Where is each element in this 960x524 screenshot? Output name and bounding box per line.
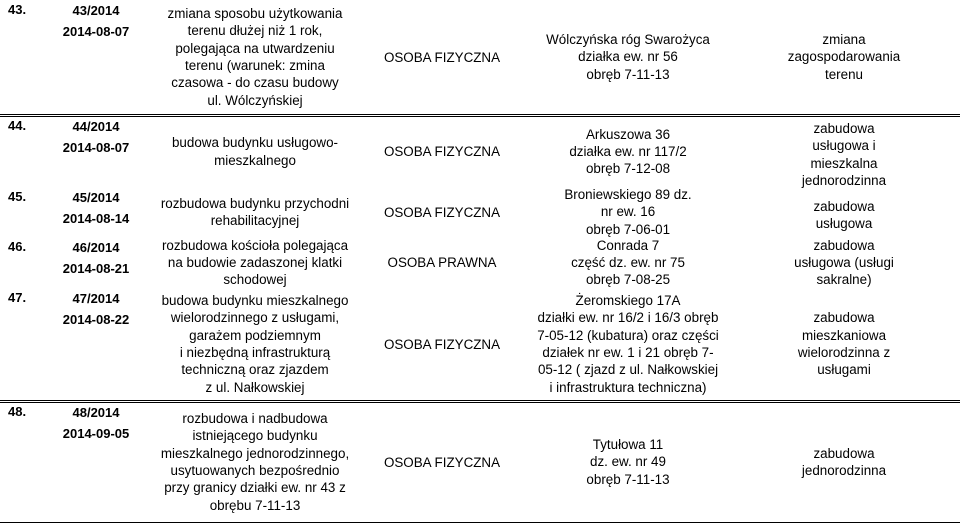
row-divider bbox=[0, 114, 960, 115]
location-cell bbox=[526, 116, 730, 187]
use-line: zabudowa bbox=[813, 310, 875, 326]
description-line: garażem podziemnym bbox=[189, 327, 321, 343]
location-line: część dz. ew. nr 75 bbox=[571, 254, 685, 270]
table-row bbox=[0, 402, 960, 522]
location-line: obręb 7-12-08 bbox=[585, 161, 671, 177]
description-line: rehabilitacyjnej bbox=[210, 213, 300, 228]
location-line: Wólczyńska róg Swarożyca bbox=[546, 32, 710, 48]
location-cell bbox=[526, 237, 730, 288]
investor-type: OSOBA FIZYCZNA bbox=[383, 49, 501, 65]
location-line: nr ew. 16 bbox=[600, 204, 656, 220]
description-cell bbox=[150, 288, 360, 400]
location-line: obręb 7-08-25 bbox=[585, 272, 671, 288]
description-line: budowa budynku mieszkalnego bbox=[161, 293, 349, 309]
decision-number: 47/2014 bbox=[72, 291, 120, 306]
decision-id-cell bbox=[44, 0, 148, 114]
description-line: czasowa - do czasu budowy bbox=[171, 75, 339, 91]
table-row bbox=[0, 288, 960, 400]
use-line: jednorodzinna bbox=[801, 172, 887, 188]
description-line: istniejącego budynku bbox=[192, 428, 318, 444]
description-cell bbox=[150, 187, 360, 237]
location-line: obręb 7-11-13 bbox=[586, 66, 670, 82]
location-line: 7-05-12 (kubatura) oraz części bbox=[537, 327, 719, 343]
use-cell bbox=[734, 402, 954, 522]
investor-cell bbox=[362, 0, 522, 114]
decision-date: 2014-08-21 bbox=[62, 261, 130, 276]
location-cell bbox=[526, 402, 730, 522]
use-line: jednorodzinna bbox=[801, 463, 887, 478]
row-number: 45. bbox=[8, 189, 27, 204]
location-line: obręb 7-06-01 bbox=[585, 221, 671, 237]
description-line: schodowej bbox=[223, 272, 287, 288]
description-line: przy granicy działki ew. nr 43 z bbox=[164, 480, 346, 496]
use-line: sakralne) bbox=[816, 272, 872, 288]
decision-date: 2014-08-07 bbox=[62, 140, 130, 155]
location-cell bbox=[526, 0, 730, 114]
description-line: terenu dłużej niż 1 rok, bbox=[187, 23, 323, 39]
row-number: 47. bbox=[8, 290, 27, 305]
location-line: obręb 7-11-13 bbox=[586, 471, 670, 487]
location-line: 05-12 ( zjazd z ul. Nałkowskiej bbox=[537, 362, 719, 378]
decision-number: 45/2014 bbox=[72, 190, 120, 205]
decision-id-cell bbox=[44, 402, 148, 522]
use-cell bbox=[734, 288, 954, 400]
location-line: dz. ew. nr 49 bbox=[590, 454, 666, 470]
description-line: rozbudowa budynku przychodni bbox=[160, 195, 350, 211]
row-divider bbox=[0, 402, 960, 403]
use-line: zabudowa bbox=[813, 120, 875, 136]
location-line: działka ew. nr 56 bbox=[578, 49, 678, 65]
description-line: rozbudowa kościoła polegająca bbox=[161, 237, 349, 253]
description-line: techniczną oraz zjazdem bbox=[181, 362, 329, 378]
description-line: z ul. Nałkowskiej bbox=[205, 379, 305, 395]
investor-cell bbox=[362, 187, 522, 237]
investor-type: OSOBA FIZYCZNA bbox=[383, 336, 501, 352]
decision-date: 2014-08-07 bbox=[62, 24, 130, 39]
decision-id-cell bbox=[44, 187, 148, 237]
use-line: mieszkaniowa bbox=[801, 327, 887, 343]
description-cell bbox=[150, 237, 360, 288]
decision-id-cell bbox=[44, 116, 148, 187]
investor-cell bbox=[362, 402, 522, 522]
use-line: usługami bbox=[817, 362, 871, 378]
investor-cell bbox=[362, 237, 522, 288]
decision-date: 2014-08-22 bbox=[62, 312, 130, 327]
location-cell bbox=[526, 288, 730, 400]
description-line: na budowie zadaszonej klatki bbox=[167, 254, 343, 270]
location-line: Tytułowa 11 bbox=[592, 437, 664, 453]
location-line: i infrastruktura techniczna) bbox=[549, 379, 707, 395]
description-cell bbox=[150, 116, 360, 187]
row-number: 43. bbox=[8, 2, 27, 17]
location-line: działek nr ew. 1 i 21 obręb 7- bbox=[542, 345, 714, 360]
use-line: zabudowa bbox=[813, 237, 875, 253]
description-line: budowa budynku usługowo- bbox=[171, 135, 338, 151]
location-line: działki ew. nr 16/2 i 16/3 obręb bbox=[537, 310, 719, 326]
description-cell bbox=[150, 402, 360, 522]
table-row bbox=[0, 0, 960, 114]
decision-number: 43/2014 bbox=[72, 3, 120, 18]
row-divider bbox=[0, 116, 960, 117]
description-line: ul. Wólczyńskiej bbox=[207, 92, 303, 108]
use-cell bbox=[734, 0, 954, 114]
decision-number: 48/2014 bbox=[72, 405, 120, 420]
description-line: rozbudowa i nadbudowa bbox=[182, 411, 328, 427]
table-row bbox=[0, 187, 960, 237]
decision-id-cell bbox=[44, 237, 148, 288]
decision-number: 46/2014 bbox=[72, 240, 120, 255]
use-line: usługowa i bbox=[812, 138, 876, 154]
investor-type: OSOBA PRAWNA bbox=[387, 255, 497, 270]
location-line: Arkuszowa 36 bbox=[585, 126, 671, 142]
use-line: wielorodzinna z bbox=[797, 345, 891, 360]
decision-date: 2014-08-14 bbox=[62, 211, 130, 226]
use-cell bbox=[734, 193, 954, 237]
decision-number: 44/2014 bbox=[72, 119, 120, 134]
description-line: mieszkalnego bbox=[214, 152, 296, 168]
description-line: terenu (warunek: zmina bbox=[185, 58, 325, 73]
investor-cell bbox=[362, 288, 522, 400]
use-line: usługowa bbox=[815, 216, 873, 231]
description-line: i niezbędną infrastrukturą bbox=[179, 345, 331, 360]
investor-type: OSOBA FIZYCZNA bbox=[383, 204, 501, 220]
decision-id-cell bbox=[44, 288, 148, 400]
row-divider bbox=[0, 522, 960, 523]
decision-date: 2014-09-05 bbox=[62, 426, 130, 441]
use-line: usługowa (usługi bbox=[794, 254, 894, 270]
use-line: zabudowa bbox=[813, 198, 875, 214]
row-number: 48. bbox=[8, 404, 27, 419]
use-cell bbox=[734, 237, 954, 288]
description-line: mieszkalnego jednorodzinnego, bbox=[160, 445, 350, 461]
description-line: wielorodzinnego z usługami, bbox=[170, 310, 340, 326]
description-line: polegająca na utwardzeniu bbox=[175, 40, 335, 56]
row-divider bbox=[0, 400, 960, 401]
location-cell bbox=[526, 187, 730, 237]
use-line: terenu bbox=[825, 66, 863, 82]
location-line: Conrada 7 bbox=[596, 237, 660, 253]
table-row bbox=[0, 237, 960, 288]
investor-type: OSOBA FIZYCZNA bbox=[383, 454, 501, 470]
description-line: usytuowanych bezpośrednio bbox=[170, 463, 340, 478]
row-number: 44. bbox=[8, 118, 27, 133]
table-row bbox=[0, 116, 960, 187]
location-line: Żeromskiego 17A bbox=[575, 293, 681, 309]
location-line: działka ew. nr 117/2 bbox=[569, 143, 687, 159]
investor-type: OSOBA FIZYCZNA bbox=[383, 144, 501, 159]
investor-cell bbox=[362, 116, 522, 187]
description-line: zmiana sposobu użytkowania bbox=[167, 6, 343, 22]
use-line: zabudowa bbox=[813, 445, 875, 461]
description-cell bbox=[150, 0, 360, 114]
use-line: zagospodarowania bbox=[787, 49, 901, 65]
use-cell bbox=[734, 116, 954, 193]
location-line: Broniewskiego 89 dz. bbox=[564, 187, 692, 203]
use-line: mieszkalna bbox=[810, 155, 878, 171]
use-line: zmiana bbox=[822, 32, 866, 48]
description-line: obrębu 7-11-13 bbox=[209, 497, 301, 513]
row-number: 46. bbox=[8, 239, 27, 254]
